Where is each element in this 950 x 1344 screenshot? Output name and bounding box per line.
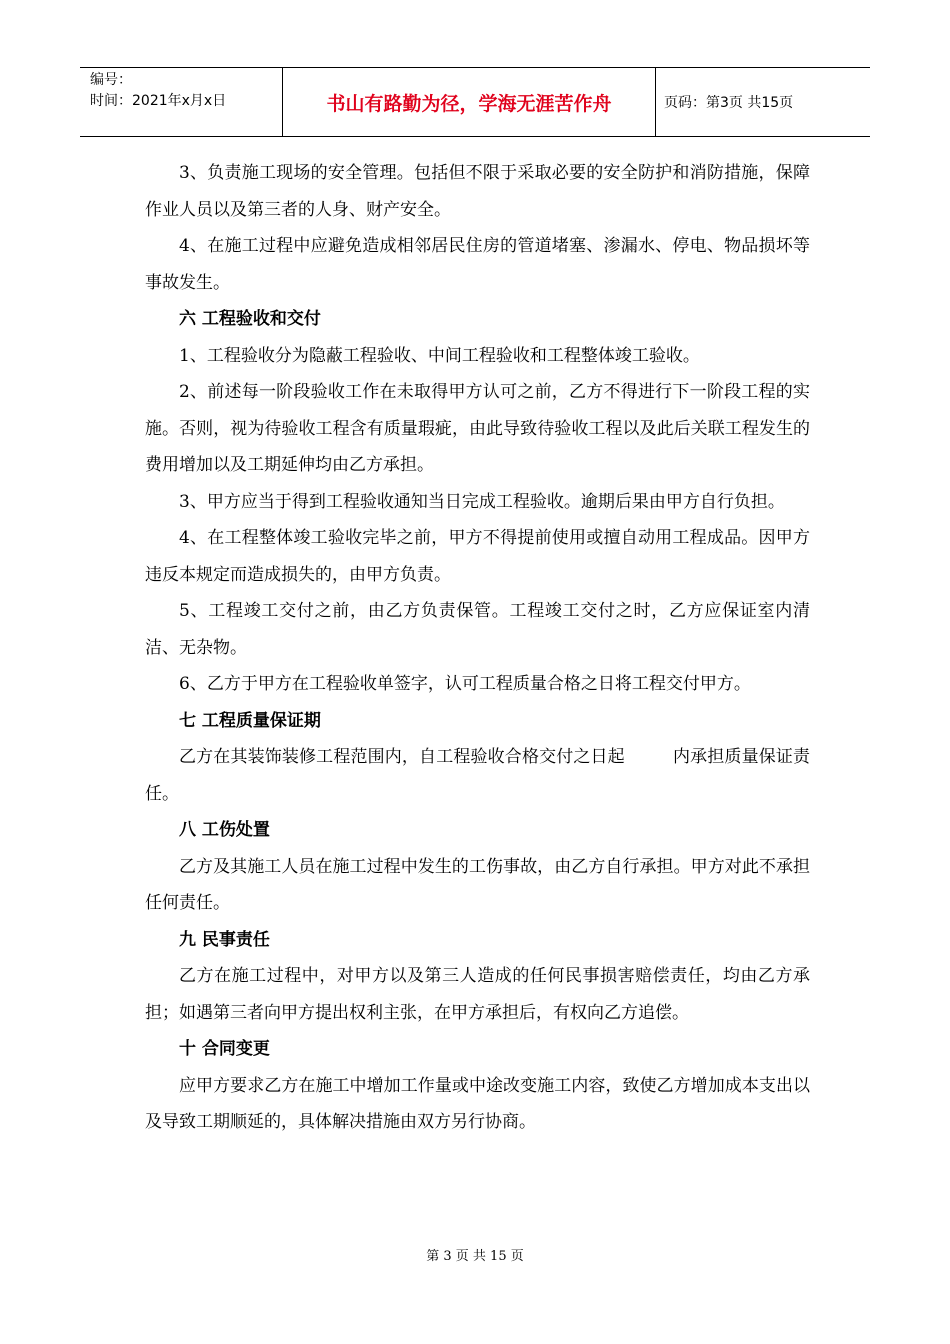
paragraph: 5、工程竣工交付之前，由乙方负责保管。工程竣工交付之时，乙方应保证室内清洁、无杂物。 (145, 601, 810, 658)
section-heading: 八 工伤处置 (179, 820, 270, 840)
paragraph: 3、甲方应当于得到工程验收通知当日完成工程验收。逾期后果由甲方自行负担。 (179, 491, 785, 512)
document-body (145, 155, 810, 1141)
document-date-label: 时间：2021年x月x日 (90, 93, 227, 109)
section-heading: 七 工程质量保证期 (179, 710, 321, 731)
page-footer: 第 3 页 共 15 页 (426, 1249, 524, 1264)
section-heading: 六 工程验收和交付 (179, 309, 321, 329)
header-page-number: 页码：第3页 共15页 (664, 95, 794, 111)
section-heading: 九 民事责任 (179, 929, 270, 950)
paragraph-text: 内承担质量保证责任。 (145, 747, 811, 804)
page-header (80, 67, 870, 137)
section-heading: 十 合同变更 (179, 1039, 270, 1059)
paragraph: 3、负责施工现场的安全管理。包括但不限于采取必要的安全防护和消防措施，保障作业人员以及第三者的人身、财产安全。 (145, 163, 810, 220)
paragraph: 6、乙方于甲方在工程验收单签字，认可工程质量合格之日将工程交付甲方。 (179, 674, 751, 694)
paragraph: 2、前述每一阶段验收工作在未取得甲方认可之前，乙方不得进行下一阶段工程的实施。否则，视为待验收工程含有质量瑕疵，由此导致待验收工程以及此后关联工程发生的费用增加以及工期延伸均由乙方承担。 (145, 382, 810, 475)
paragraph: 乙方及其施工人员在施工过程中发生的工伤事故，由乙方自行承担。甲方对此不承担任何责任。 (145, 856, 810, 913)
paragraph: 4、在工程整体竣工验收完毕之前，甲方不得提前使用或擅自动用工程成品。因甲方违反本规定而造成损失的，由甲方负责。 (145, 528, 810, 585)
paragraph: 4、在施工过程中应避免造成相邻居民住房的管道堵塞、渗漏水、停电、物品损坏等事故发生。 (145, 236, 810, 293)
paragraph (145, 739, 810, 812)
paragraph-text: 乙方在其装饰装修工程范围内，自工程验收合格交付之日起 (179, 747, 625, 767)
paragraph: 乙方在施工过程中，对甲方以及第三人造成的任何民事损害赔偿责任，均由乙方承担；如遇第三者向甲方提出权利主张，在甲方承担后，有权向乙方追偿。 (145, 966, 810, 1023)
paragraph: 1、工程验收分为隐蔽工程验收、中间工程验收和工程整体竣工验收。 (179, 345, 700, 366)
paragraph: 应甲方要求乙方在施工中增加工作量或中途改变施工内容，致使乙方增加成本支出以及导致工期顺延的，具体解决措施由双方另行协商。 (145, 1075, 810, 1132)
header-meta (80, 68, 283, 136)
header-motto: 书山有路勤为径，学海无涯苦作舟 (283, 68, 656, 136)
document-number-label: 编号： (90, 72, 132, 88)
